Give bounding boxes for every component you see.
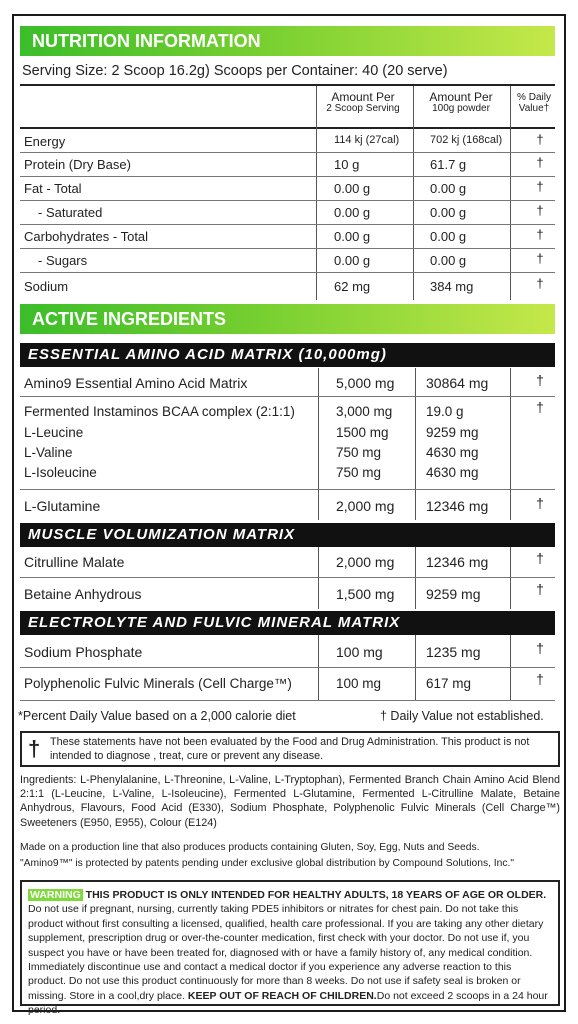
allergen-statement: Made on a production line that also produces products containing Gluten, Soy, Egg, Nuts and Seeds.	[20, 842, 480, 853]
muscle-matrix-header: MUSCLE VOLUMIZATION MATRIX	[20, 523, 555, 547]
nutrition-row-carbs: Carbohydrates - Total 0.00 g 0.00 g †	[20, 224, 555, 249]
header-daily-value: % Daily Value†	[517, 92, 551, 114]
nutrition-row-sugars: - Sugars 0.00 g 0.00 g †	[20, 248, 555, 273]
nutrition-header: NUTRITION INFORMATION	[20, 26, 555, 56]
fda-disclaimer-text: These statements have not been evaluated by the Food and Drug Administration. This product is not intended to diagnose , treat, cure or prevent any disease.	[50, 736, 530, 762]
active-ingredients-header: ACTIVE INGREDIENTS	[20, 304, 555, 334]
header-per-100g: Amount Per 100g powder	[429, 90, 493, 114]
nutrition-row-saturated: - Saturated 0.00 g 0.00 g †	[20, 200, 555, 225]
warning-box	[20, 880, 560, 1017]
ingredients-list: Ingredients: L-Phenylalanine, L-Threonine, L-Valine, L-Tryptophan), Fermented Branch Chain Amino Acid Blend 2:1:1 (L-Leucine, L-Valine, L-Isoleucine), Fermented L-Glutamine, Fermented L-Citrulline Malate, Betaine Anhydrous, Flavours, Food Acid (E330), Sodium Phosphate, Polyphenolic Fulvic Minerals (Cell Charge™) Sweeteners (E950, E955), Colour (E124)	[20, 774, 560, 829]
row-amino9: Amino9 Essential Amino Acid Matrix 5,000 mg 30864 mg †	[20, 368, 555, 397]
nutrition-row-energy: Energy 114 kj (27cal) 702 kj (168cal) †	[20, 130, 555, 153]
nutrition-row-sodium: Sodium 62 mg 384 mg †	[24, 276, 544, 294]
header-rule	[20, 127, 555, 129]
row-glutamine: L-Glutamine 2,000 mg 12346 mg †	[24, 495, 544, 514]
bcaa-leucine-name: L-Leucine	[24, 425, 84, 440]
header-per-serving: Amount Per 2 Scoop Serving	[326, 90, 400, 114]
daily-value-note: *Percent Daily Value based on a 2,000 calorie diet	[18, 709, 296, 723]
warning-headline: THIS PRODUCT IS ONLY INTENDED FOR HEALTHY ADULTS, 18 YEARS OF AGE OR OLDER.	[82, 889, 547, 901]
row-citrulline: Citrulline Malate 2,000 mg 12346 mg †	[20, 547, 555, 578]
fda-disclaimer-box	[20, 731, 560, 767]
warning-tag: WARNING	[30, 889, 81, 901]
dagger-icon: †	[28, 736, 41, 761]
serving-size-text: Serving Size: 2 Scoop 16.2g) Scoops per Container: 40 (20 serve)	[22, 63, 448, 79]
eaa-matrix-header: ESSENTIAL AMINO ACID MATRIX (10,000mg)	[20, 343, 555, 367]
row-fulvic-minerals: Polyphenolic Fulvic Minerals (Cell Charge™) 100 mg 617 mg †	[20, 667, 555, 701]
patent-statement: "Amino9™" is protected by patents pending under exclusive global distribution by Compound Solutions, Inc."	[20, 858, 515, 869]
nutrition-row-protein: Protein (Dry Base) 10 g 61.7 g †	[20, 152, 555, 177]
keep-out-of-reach: KEEP OUT OF REACH OF CHILDREN.	[187, 989, 377, 1002]
bcaa-isoleucine-name: L-Isoleucine	[24, 465, 97, 480]
nutrition-row-fat: Fat - Total 0.00 g 0.00 g †	[20, 176, 555, 201]
electrolyte-matrix-header: ELECTROLYTE AND FULVIC MINERAL MATRIX	[20, 611, 555, 635]
warning-body: Do not use if pregnant, nursing, currently taking PDE5 inhibitors or nitrates for chest pain. Do not take this product without first consulting a licensed, qualified, health care professional. If you are taking any other dietary supplement, prescription drug or over-the-counter medication, first check with your doctor. Do not use if, you suspect you have or have been treated for, diagnosed with or have a family history of, any medical condition. Immediately discontinue use and contact a medical doctor if you experience any adverse reaction to this product. Do not use this product continuously for more than 8 weeks. Do not use if safety seal is broken or missing. Store in a cool,dry place.	[28, 903, 544, 1002]
dagger-note: † Daily Value not established.	[380, 709, 544, 723]
row-sodium-phosphate: Sodium Phosphate 100 mg 1235 mg †	[20, 635, 555, 668]
row-bcaa-complex: Fermented Instaminos BCAA complex (2:1:1) 3,000 mg 19.0 g † L-Leucine 1500 mg 9259 mg L-Valine 750 mg 4630 mg L-Isoleucine 750 mg 4630 mg	[20, 396, 555, 490]
row-betaine: Betaine Anhydrous 1,500 mg 9259 mg †	[24, 581, 544, 602]
bcaa-valine-name: L-Valine	[24, 445, 73, 460]
table-top-rule	[20, 84, 555, 86]
warning-tail: Do not exceed 2 scoops in a 24 hour period.	[28, 989, 548, 1017]
